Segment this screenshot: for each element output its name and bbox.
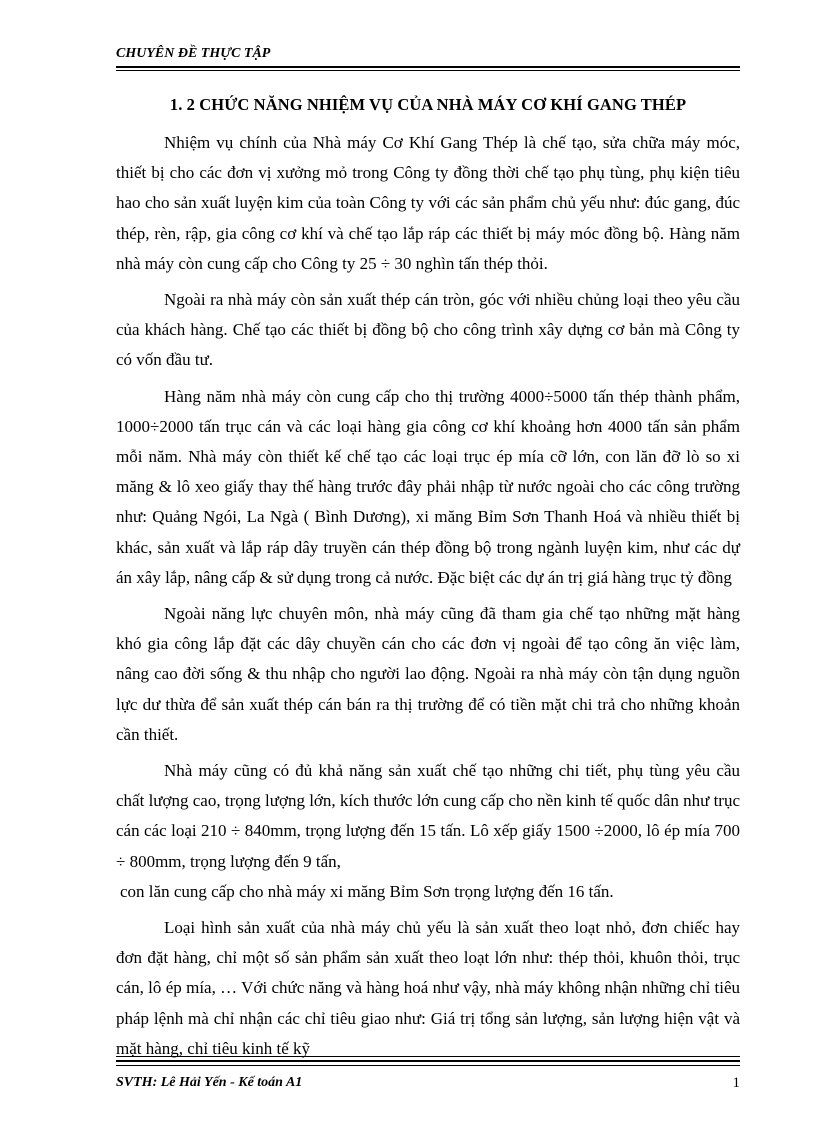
paragraph: Nhiệm vụ chính của Nhà máy Cơ Khí Gang Thép là chế tạo, sửa chữa máy móc, thiết bị cho các đơn vị xưởng mỏ trong Công ty đồng thời chế tạo phụ tùng, phụ kiện tiêu hao cho sản xuất luyện kim của toàn Công ty với các sản phẩm chủ yếu như: đúc gang, đúc thép, rèn, rập, gia công cơ khí và chế tạo lắp ráp các thiết bị máy móc đồng bộ. Hàng năm nhà máy còn cung cấp cho Công ty 25 ÷ 30 nghìn tấn thép thỏi. [116, 133, 740, 273]
page-header-title: CHUYÊN ĐỀ THỰC TẬP [116, 46, 271, 61]
body-text [116, 128, 740, 1070]
header-divider-thin [116, 70, 740, 71]
page-number: 1 [732, 1075, 740, 1091]
footer-divider [116, 1060, 740, 1062]
paragraph: Hàng năm nhà máy còn cung cấp cho thị trường 4000÷5000 tấn thép thành phẩm, 1000÷2000 tấn trục cán và các loại hàng gia công cơ khí khoảng hơn 4000 tấn sản phẩm mỗi năm. Nhà máy còn thiết kế chế tạo các loại trục ép mía cỡ lớn, con lăn đỡ lò so xi măng & lô xeo giấy thay thế hàng trước đây phải nhập từ nước ngoài cho các công trường như: Quảng Ngói, La Ngà ( Bình Dương), xi măng Bỉm Sơn Thanh Hoá và nhiều thiết bị khác, sản xuất và lắp ráp dây truyền cán thép đồng bộ trong ngành luyện kim, như các dự án xây lắp, nâng cấp & sử dụng trong cả nước. Đặc biệt các dự án trị giá hàng trục tỷ đồng [116, 386, 740, 587]
footer-divider-thin [116, 1065, 740, 1066]
paragraph: Nhà máy cũng có đủ khả năng sản xuất chế tạo những chi tiết, phụ tùng yêu cầu chất lượng cao, trọng lượng lớn, kích thước lớn cung cấp cho nền kinh tế quốc dân như trục cán các loại 210 ÷ 840mm, trọng lượng đến 15 tấn. Lô xếp giấy 1500 ÷2000, lô ép mía 700 ÷ 800mm, trọng lượng đến 9 tấn, [116, 761, 740, 871]
paragraph: con lăn cung cấp cho nhà máy xi măng Bỉm Sơn trọng lượng đến 16 tấn. [120, 881, 614, 901]
paragraph: Ngoài ra nhà máy còn sản xuất thép cán tròn, góc với nhiều chủng loại theo yêu cầu của khách hàng. Chế tạo các thiết bị đồng bộ cho công trình xây dựng cơ bản mà Công ty có vốn đầu tư. [116, 290, 740, 370]
paragraph: Ngoài năng lực chuyên môn, nhà máy cũng đã tham gia chế tạo những mặt hàng khó gia công lắp đặt các dây chuyền cán cho các đơn vị ngoài để tạo công ăn việc làm, nâng cao đời sống & thu nhập cho người lao động. Ngoài ra nhà máy còn tận dụng nguồn lực dư thừa để sản xuất thép cán bán ra thị trường để có tiền mặt chi trả cho những khoản cần thiết. [116, 604, 740, 744]
footer-author: SVTH: Lê Hải Yến - Kế toán A1 [116, 1075, 303, 1090]
footer-divider-thin [116, 1056, 740, 1057]
header-divider [116, 66, 740, 68]
paragraph: Loại hình sản xuất của nhà máy chủ yếu là sản xuất theo loạt nhỏ, đơn chiếc hay đơn đặt hàng, chỉ một số sản phẩm sản xuất theo loạt lớn như: thép thỏi, khuôn thỏi, trục cán, lô ép mía, … Với chức năng và hàng hoá như vậy, nhà máy không nhận những chỉ tiêu pháp lệnh mà chỉ nhận các chỉ tiêu giao như: Giá trị tổng sản lượng, sản lượng hiện vật và mặt hàng, chỉ tiêu kinh tế kỹ [116, 918, 740, 1058]
section-title: 1. 2 CHỨC NĂNG NHIỆM VỤ CỦA NHÀ MÁY CƠ KHÍ GANG THÉP [169, 95, 687, 114]
